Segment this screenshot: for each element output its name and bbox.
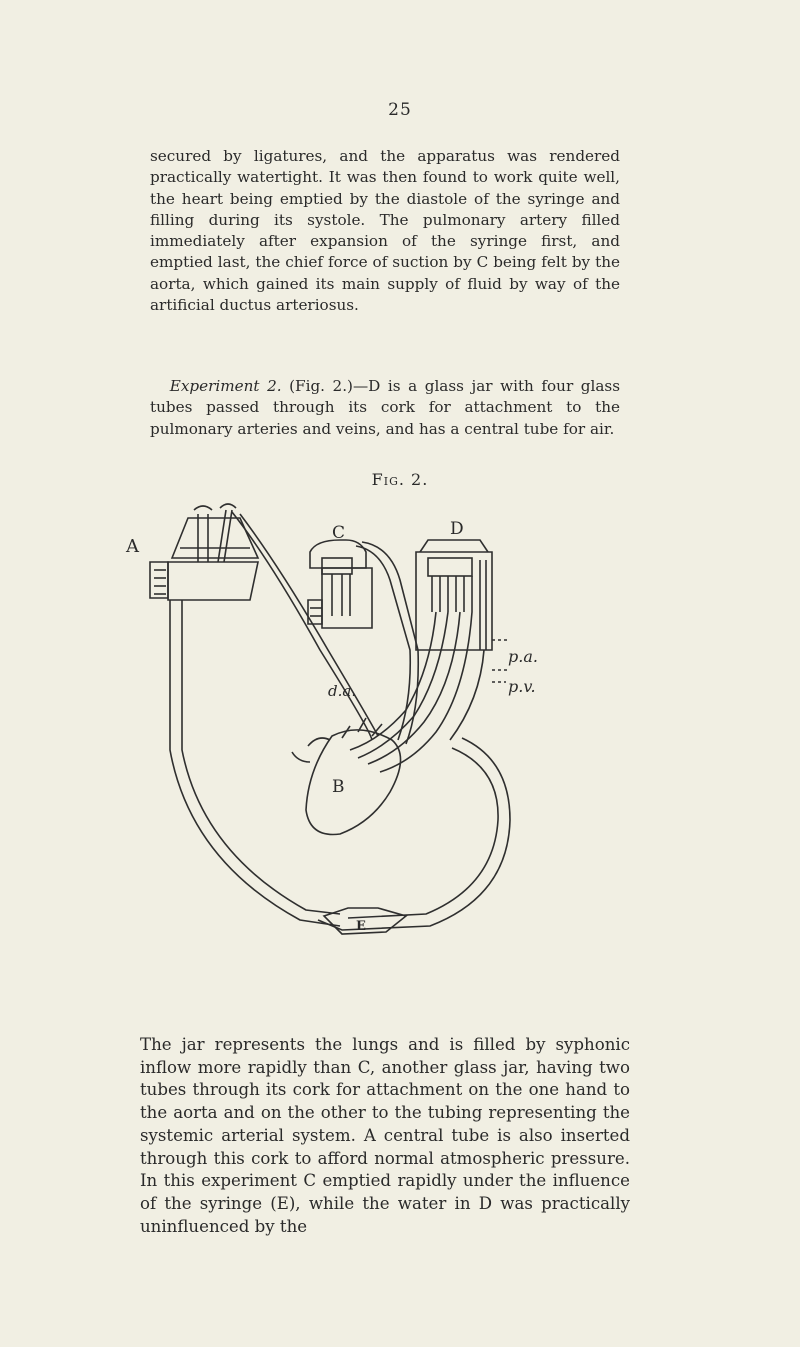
jar-c-drawing [308,540,418,744]
paragraph-bottom: The jar represents the lungs and is filled by syphonic inflow more rapidly than C, another glass jar, having two tubes through its cork for attachment on the one hand to the aorta and on the other to the tubing representing the systemic arterial system. A central tube is also inserted through this cork to afford normal atmospheric pressure. In this experiment C emptied rapidly under the influence of the syringe (E), while the water in D was practically uninfluenced by the [140,1035,630,1236]
jar-a-drawing [150,504,258,600]
syringe-e-drawing [318,738,510,934]
label-a: A [126,536,139,557]
page-number: 25 [388,100,412,120]
jar-d-drawing [350,540,510,772]
label-c: C [332,523,346,543]
experiment-text: (Fig. 2.)—D is a glass jar with four glass tubes passed through its cork for attachment to the pulmonary arteries and veins, and has a central tube for air. [150,377,620,438]
label-d: D [450,519,464,539]
apparatus-figure [110,500,650,960]
label-pa: p.a. [508,647,538,666]
apparatus-diagram [110,500,650,960]
label-b: B [332,777,345,797]
label-pv: p.v. [508,677,536,696]
paragraph-experiment [150,376,620,440]
paragraph-top: secured by ligatures, and the apparatus was rendered practically watertight. It was then found to work quite well, the heart being emptied by the diastole of the syringe and filling during its systole. The pulmonary artery filled immediately after expansion of the syringe first, and emptied last, the chief force of suction by C being felt by the aorta, which gained its main supply of fluid by way of the artificial ductus arteriosus. [150,147,620,315]
figure-caption: Fig. 2. [371,470,429,489]
experiment-label: Experiment 2. [169,377,282,395]
label-da: d.a. [328,682,357,700]
heart-b-drawing [292,718,401,835]
label-e: E [356,919,366,934]
